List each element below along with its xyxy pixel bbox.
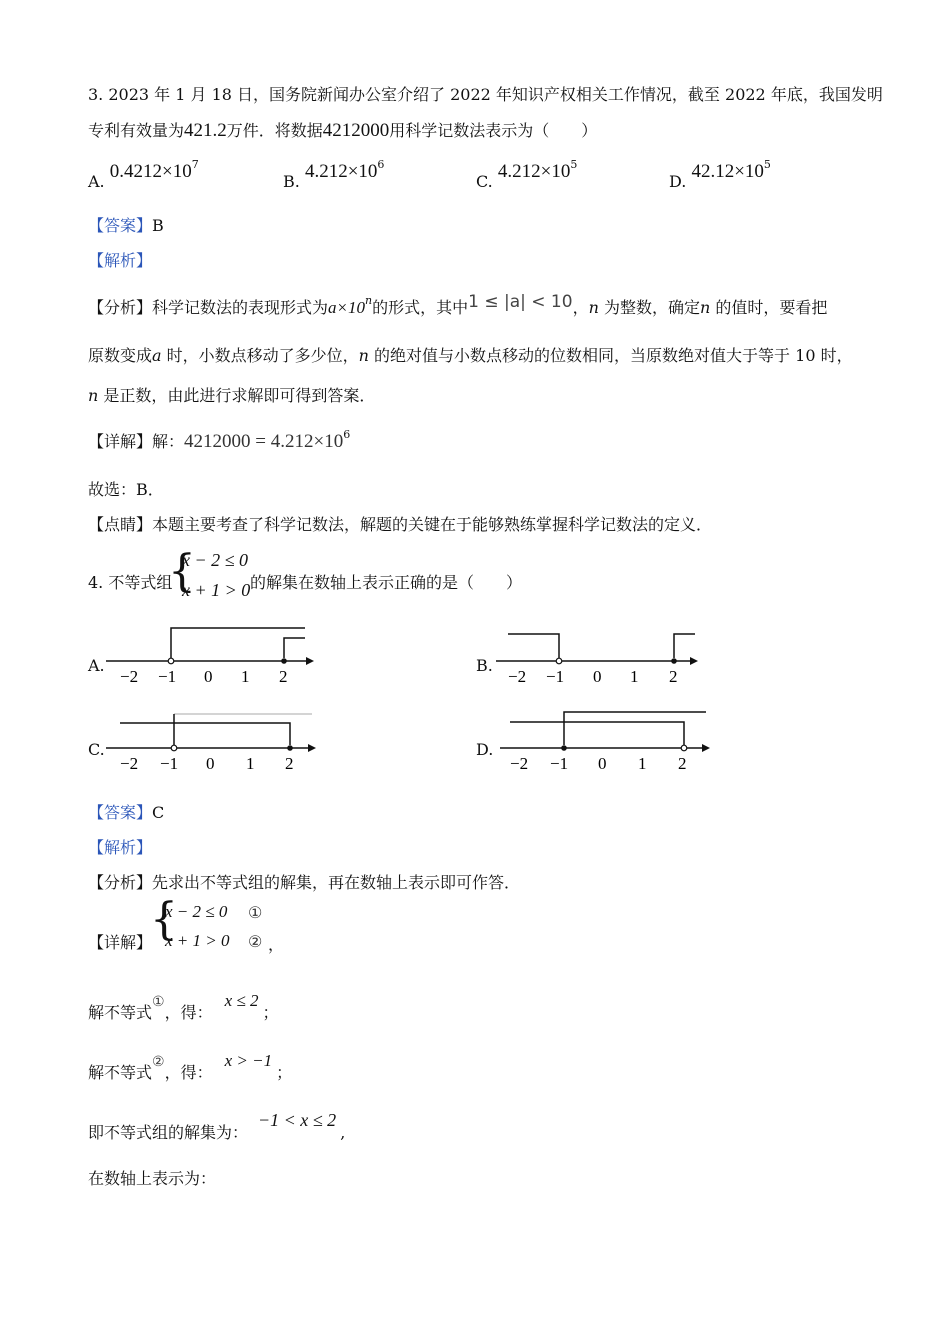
- q3-option-b-exp: 6: [377, 158, 385, 171]
- ray-left-to-minus1: [508, 634, 559, 658]
- q4-option-a-label[interactable]: A.: [88, 656, 105, 675]
- closed-dot-2: [281, 658, 287, 664]
- q3-fenxi-line1: [88, 294, 827, 318]
- tick-label: 2: [678, 754, 687, 773]
- q3-option-c-exp: 5: [570, 158, 578, 171]
- q4-step3-res: −1 < x ≤ 2: [258, 1110, 337, 1130]
- axis-arrow: [306, 657, 314, 665]
- q4-step1-circ: ①: [152, 994, 165, 1010]
- q4-xiangjie-tag: 【详解】: [88, 933, 153, 952]
- closed-dot-minus1: [561, 745, 567, 751]
- q4-xiangjie-comma: ，: [268, 935, 285, 954]
- q4-option-b-label[interactable]: B.: [476, 656, 493, 675]
- tick-label: 1: [241, 667, 250, 686]
- open-dot-minus1: [168, 658, 174, 664]
- q4-xiangjie-brace: {: [150, 894, 178, 945]
- ray-left-to-2: [120, 723, 290, 745]
- q3-option-a-label: A.: [88, 172, 105, 191]
- tick-label: −1: [160, 754, 179, 773]
- q3-xiangjie-tag: 【详解】: [88, 432, 153, 451]
- q4-step1-end: ；: [262, 1003, 279, 1022]
- closed-dot-2: [671, 658, 677, 664]
- q3-xiangjie-eq: 4212000 = 4.212×10: [184, 431, 344, 452]
- q3-option-d-label: D.: [669, 172, 687, 191]
- q4-answer-value: C: [152, 803, 165, 822]
- q3-option-d[interactable]: [669, 158, 771, 191]
- tick-label: 2: [669, 667, 678, 686]
- q4-option-d-label[interactable]: D.: [476, 740, 494, 759]
- q3-option-b-label: B.: [283, 172, 300, 191]
- q3-xiangjie: [88, 428, 350, 453]
- open-dot-minus1: [556, 658, 562, 664]
- q3-fenxi3-n: n: [88, 386, 99, 405]
- q3-line2: [88, 118, 597, 142]
- q3-fenxi-line3: [88, 383, 375, 406]
- q3-option-d-exp: 5: [763, 158, 771, 171]
- q3-option-c-label: C.: [476, 172, 493, 191]
- q4-circ2: ②: [248, 932, 263, 951]
- q4-step2-a: 解不等式: [88, 1063, 153, 1082]
- q3-dianjing-text: 本题主要考查了科学记数法，解题的关键在于能够熟练掌握科学记数法的定义．: [152, 515, 713, 534]
- q3-answer-value: B: [152, 216, 164, 235]
- q3-fenxi-tag: 【分析】: [88, 298, 153, 317]
- q3-num-4212000: 4212000: [322, 120, 390, 141]
- tick-label: −1: [158, 667, 177, 686]
- q4-answer-tag: 【答案】: [88, 803, 153, 822]
- q4-step4: 在数轴上表示为：: [88, 1169, 217, 1188]
- q4-stem-b: 的解集在数轴上表示正确的是（ ）: [250, 573, 523, 592]
- q3-option-c-value: 4.212×10: [497, 161, 571, 182]
- tick-label: −1: [550, 754, 569, 773]
- q4-xiangjie-ineq1: x − 2 ≤ 0: [165, 902, 228, 921]
- q3-fenxi-d: 为整数，确定: [598, 298, 700, 317]
- axis-arrow: [690, 657, 698, 665]
- q3-fenxi2-c: 的绝对值与小数点移动的位数相同，当原数绝对值大于等于 10 时，: [368, 346, 853, 365]
- q4-option-b-numberline[interactable]: [490, 615, 710, 690]
- q4-step1-res: x ≤ 2: [224, 991, 259, 1010]
- axis-arrow: [308, 744, 316, 752]
- tick-label: 1: [638, 754, 647, 773]
- tick-label: 0: [593, 667, 602, 686]
- q3-fenxi-b: 的形式，其中: [372, 298, 469, 317]
- q4-step1-a: 解不等式: [88, 1003, 153, 1022]
- q3-option-a-value: 0.4212×10: [109, 161, 192, 182]
- q3-fenxi2-a: 原数变成: [88, 346, 153, 365]
- q4-ineq2: x + 1 > 0: [182, 580, 251, 600]
- q4-step2-b: ，得：: [164, 1063, 213, 1082]
- q4-xiangjie-ineq2: x + 1 > 0: [165, 931, 230, 950]
- tick-label: 0: [206, 754, 215, 773]
- q4-stem-a: 4. 不等式组: [88, 573, 173, 592]
- q3-analysis-tag: 【解析】: [88, 251, 153, 270]
- open-dot-minus1: [171, 745, 177, 751]
- ray-left-to-2: [510, 722, 684, 745]
- q4-option-c-label[interactable]: C.: [88, 740, 105, 759]
- q4-option-c-numberline[interactable]: [100, 705, 325, 780]
- ray-right-from-2: [284, 638, 305, 658]
- tick-label: 2: [279, 667, 288, 686]
- tick-label: −2: [510, 754, 529, 773]
- ray-right-from-minus1: [171, 628, 305, 658]
- q3-xiangjie-a: 解：: [152, 432, 185, 451]
- q3-dianjing: [88, 512, 712, 535]
- tick-label: 1: [246, 754, 255, 773]
- q4-circ1: ①: [248, 903, 263, 922]
- q3-answer-tag: 【答案】: [88, 216, 153, 235]
- q3-guxuan: 故选：B．: [88, 480, 164, 499]
- ray-right-from-2: [674, 634, 695, 658]
- q3-fenxi-formula: a×10: [328, 298, 366, 317]
- q4-step1-b: ，得：: [164, 1003, 213, 1022]
- q3-fenxi-a: 科学记数法的表现形式为: [152, 298, 329, 317]
- q3-fenxi2-n: n: [358, 346, 369, 365]
- tick-label: −2: [120, 754, 139, 773]
- q3-line1: 3. 2023 年 1 月 18 日，国务院新闻办公室介绍了 2022 年知识产权相关工作情况，截至 2022 年底，我国发明: [88, 85, 883, 104]
- q3-option-b-value: 4.212×10: [304, 161, 378, 182]
- q4-fenxi-text: 先求出不等式组的解集，再在数轴上表示即可作答．: [152, 873, 521, 892]
- tick-label: −1: [546, 667, 565, 686]
- q4-answer: [88, 800, 164, 823]
- q3-num-421: 421.2: [184, 120, 227, 141]
- q3-fenxi-range: 1 ≤ |a| < 10: [468, 292, 573, 312]
- q3-fenxi2-b: 时，小数点移动了多少位，: [161, 346, 359, 365]
- tick-label: 1: [630, 667, 639, 686]
- q3-option-a-exp: 7: [191, 158, 199, 171]
- q4-fenxi-tag: 【分析】: [88, 873, 153, 892]
- q4-step3-a: 即不等式组的解集为：: [88, 1123, 249, 1142]
- q3-fenxi-n1: n: [588, 298, 599, 317]
- q3-line2-b: 万件．将数据: [226, 121, 323, 140]
- q4-step2-res: x > −1: [224, 1051, 273, 1070]
- q4-step3: [88, 1110, 346, 1143]
- tick-label: 2: [285, 754, 294, 773]
- axis-arrow: [702, 744, 710, 752]
- tick-label: 0: [598, 754, 607, 773]
- q4-step3-end: ,: [340, 1123, 346, 1142]
- q3-option-c[interactable]: [476, 158, 578, 191]
- q4-ineq1: x − 2 ≤ 0: [182, 550, 249, 570]
- q3-answer: [88, 213, 164, 236]
- q3-option-b[interactable]: [283, 158, 385, 191]
- q3-dianjing-tag: 【点睛】: [88, 515, 153, 534]
- q3-line2-c: 用科学记数法表示为（ ）: [389, 121, 598, 140]
- q3-xiangjie-exp: 6: [343, 428, 351, 441]
- open-dot-2: [681, 745, 687, 751]
- q4-option-d-numberline[interactable]: [494, 705, 719, 780]
- q4-analysis-tag: 【解析】: [88, 838, 153, 857]
- q3-fenxi-e: 的值时，要看把: [710, 298, 828, 317]
- q3-line2-a: 专利有效量为: [88, 121, 185, 140]
- q3-fenxi-formula-exp: n: [365, 294, 373, 307]
- q4-step2: [88, 1051, 293, 1083]
- q4-step2-end: ；: [276, 1063, 293, 1082]
- q3-option-a[interactable]: [88, 158, 199, 191]
- q3-fenxi2-av: a: [152, 346, 162, 365]
- closed-dot-2: [287, 745, 293, 751]
- tick-label: −2: [508, 667, 527, 686]
- q3-fenxi-n2: n: [699, 298, 711, 317]
- q4-step2-circ: ②: [152, 1054, 165, 1070]
- q3-fenxi3-a: 是正数，由此进行求解即可得到答案．: [98, 386, 376, 405]
- q4-brace: {: [168, 546, 196, 597]
- q4-fenxi: [88, 870, 520, 893]
- tick-label: −2: [120, 667, 139, 686]
- q3-option-d-value: 42.12×10: [691, 161, 764, 182]
- q4-option-a-numberline[interactable]: [100, 615, 320, 690]
- tick-label: 0: [204, 667, 213, 686]
- q4-step1: [88, 991, 279, 1023]
- q3-fenxi-c: ，: [572, 298, 589, 317]
- q3-fenxi-line2: [88, 343, 853, 366]
